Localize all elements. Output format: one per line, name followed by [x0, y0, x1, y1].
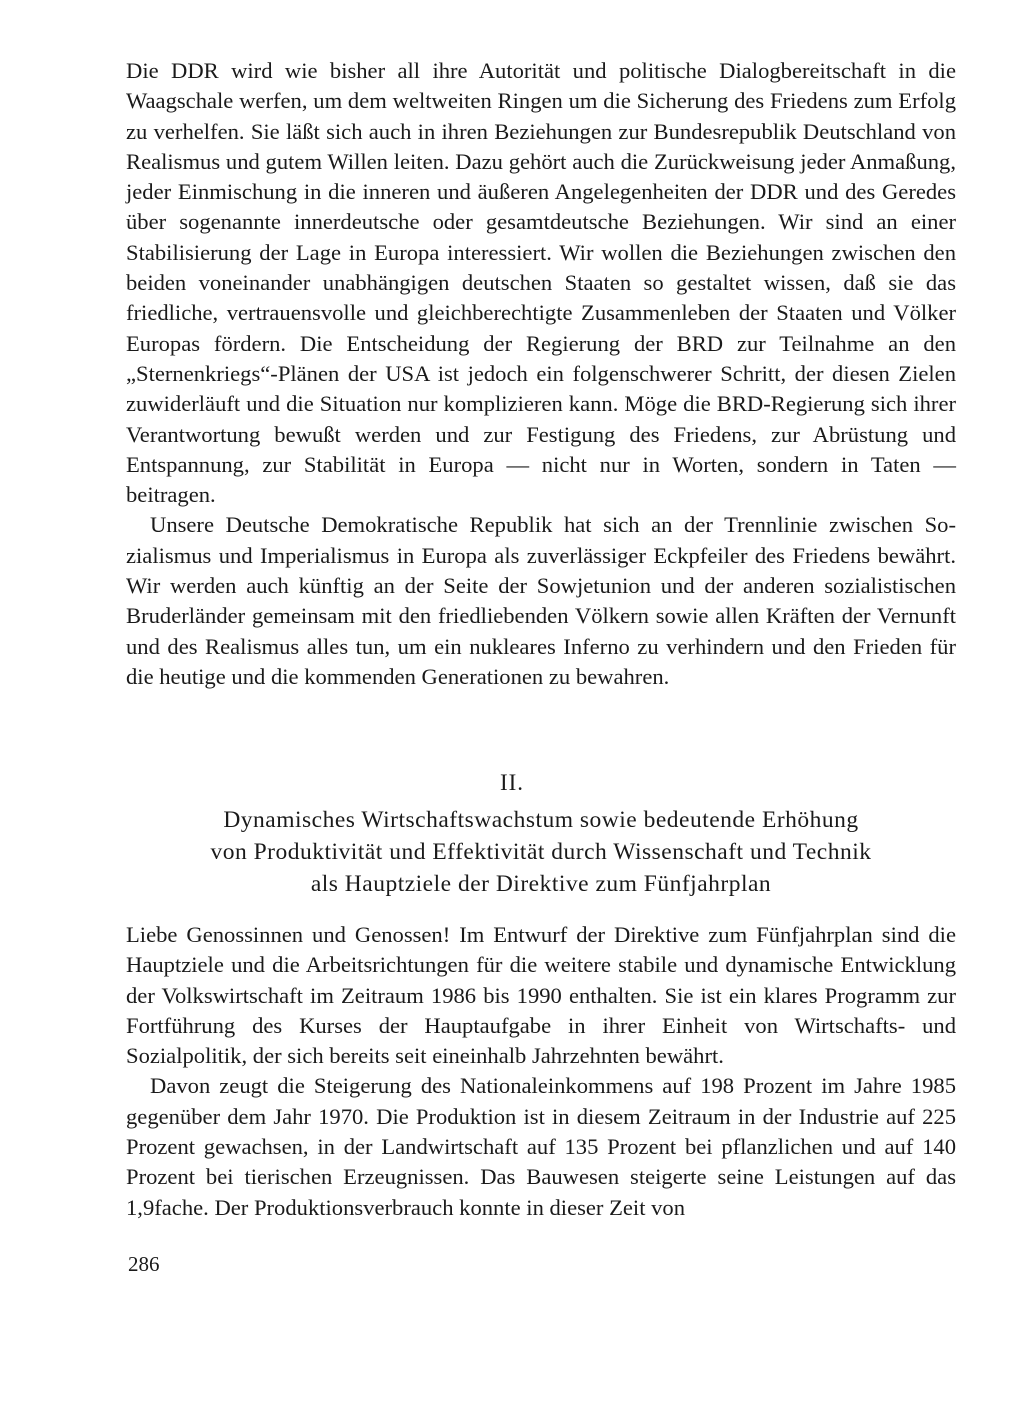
paragraph: Unsere Deutsche Demokratische Republik hat sich an der Trennlinie zwischen Sozialismus und Imperialismus in Europa als zuverlässiger Eckpfeiler des Friedens bewährt. Wir werden auch künftig an der Seite der Sowjetunion und der anderen sozialistischen Bruderländer gemeinsam mit den friedliebenden Völkern sowie allen Kräften der Vernunft und des Realismus alles tun, um ein nukleares Inferno zu verhindern und den Frieden für die heutige und die kommenden Generationen zu bewahren.: [126, 512, 956, 689]
paragraph: Davon zeugt die Steigerung des Nationaleinkommens auf 198 Prozent im Jahre 1985 gegenüber dem Jahr 1970. Die Produktion ist in diesem Zeitraum in der Industrie auf 225 Prozent gewachsen, in der Landwirtschaft auf 135 Prozent bei pflanzlichen und auf 140 Prozent bei tierischen Erzeugnissen. Das Bauwesen steigerte seine Leistungen auf das 1,9fache. Der Produktionsverbrauch konnte in dieser Zeit von: [126, 1073, 956, 1220]
paragraph: Die DDR wird wie bisher all ihre Autorität und politische Dialogbereitschaft in die Waagschale werfen, um dem weltweiten Ringen um die Sicherung des Friedens zum Erfolg zu verhelfen. Sie läßt sich auch in ihren Beziehungen zur Bundesrepublik Deutschland von Realismus und gutem Willen leiten. Dazu gehört auch die Zurückweisung jeder Anmaßung, jeder Einmischung in die inneren und äußeren Angelegenheiten der DDR und des Geredes über sogenannte innerdeutsche oder gesamtdeutsche Beziehungen. Wir sind an einer Stabilisierung der Lage in Europa interessiert. Wir wollen die Beziehungen zwischen den beiden voneinander unabhängigen deutschen Staaten so gestaltet wissen, daß sie das friedliche, vertrauensvolle und gleichberechtigte Zusammenleben der Staaten und Völker Europas fördern. Die Entscheidung der Regierung der BRD zur Teilnahme an den „Sternenkriegs“-Plänen der USA ist jedoch ein folgenschwerer Schritt, der diesen Zielen zuwiderläuft und die Situation nur komplizieren kann. Möge die BRD-Regierung sich ihrer Verantwortung bewußt werden und zur Festigung des Friedens, zur Abrüstung und Entspannung, zur Stabilität in Europa — nicht nur in Worten, sondern in Taten — beitragen.: [126, 58, 956, 508]
page-number: 286: [128, 1252, 160, 1276]
section-numeral: II.: [499, 770, 525, 795]
section-heading: [136, 804, 946, 900]
section-heading-line: Dynamisches Wirtschaftswachstum sowie bedeutende Erhöhung: [223, 807, 859, 833]
body-text-bottom: [126, 920, 956, 1223]
section-heading-line: von Produktivität und Effektivität durch Wissenschaft und Technik: [210, 839, 872, 865]
body-text-top: [126, 56, 956, 692]
paragraph: Liebe Genossinnen und Genossen! Im Entwurf der Direktive zum Fünfjahrplan sind die Hauptziele und die Arbeitsrichtungen für die weitere stabile und dynamische Entwicklung der Volkswirtschaft im Zeitraum 1986 bis 1990 enthalten. Sie ist ein klares Programm zur Fortführung des Kurses der Hauptaufgabe in ihrer Einheit von Wirtschafts- und Sozialpolitik, der sich bereits seit eineinhalb Jahrzehnten bewährt.: [126, 922, 956, 1069]
section-heading-line: als Hauptziele der Direktive zum Fünfjahrplan: [310, 871, 772, 897]
